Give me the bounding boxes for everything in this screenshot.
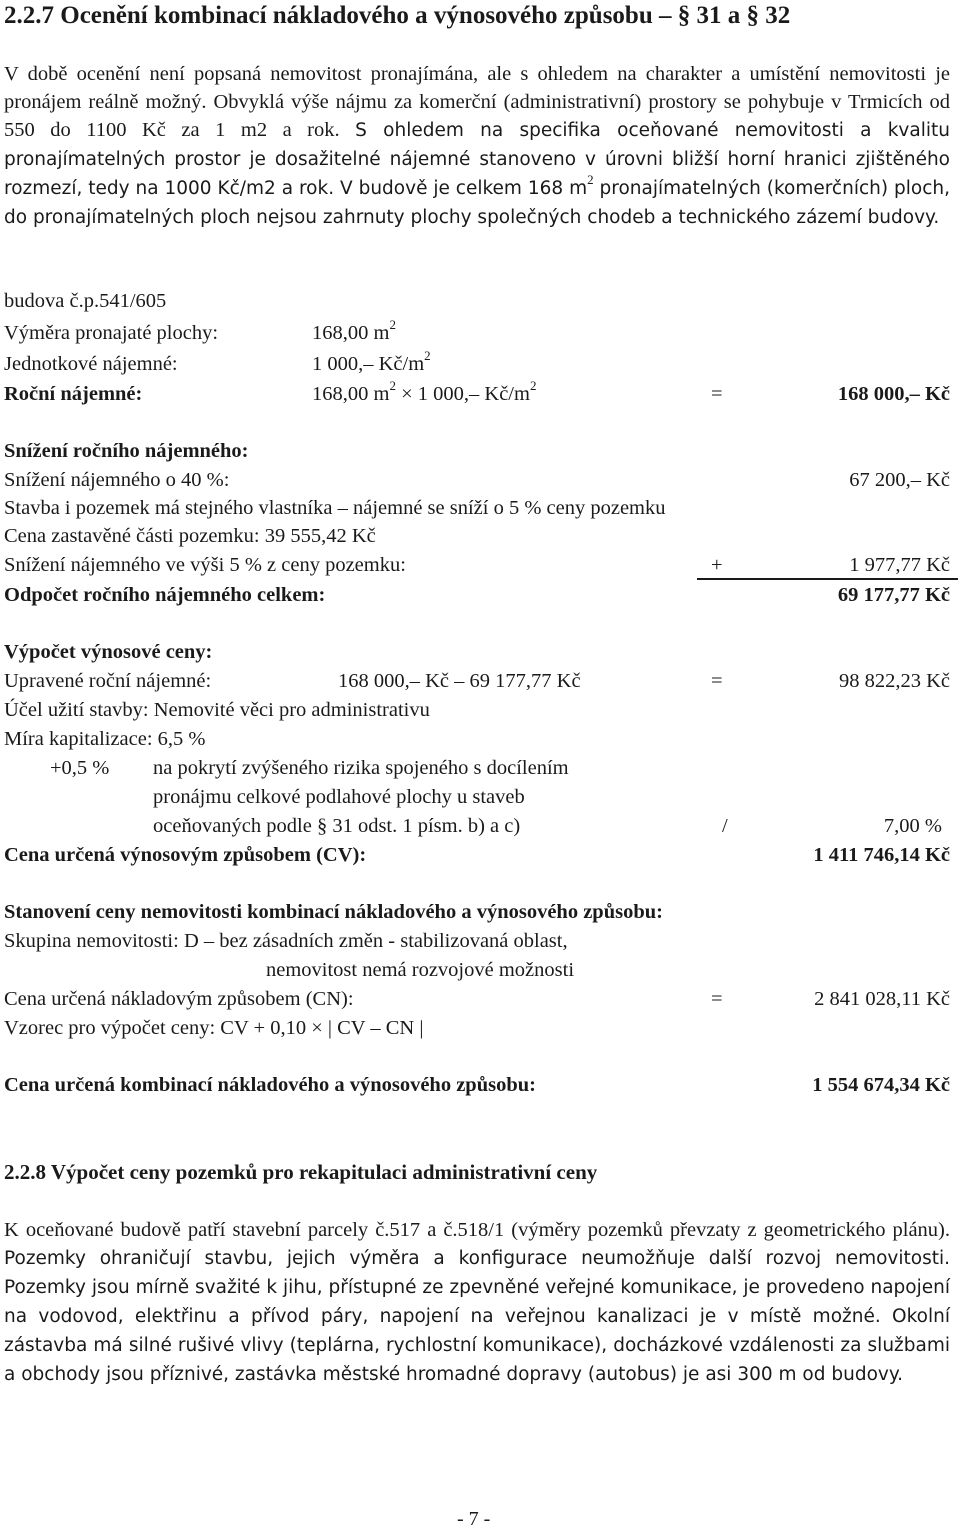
reduction-heading: Snížení ročního nájemného: — [4, 440, 249, 462]
reduction-total-value: 69 177,77 Kč — [837, 584, 950, 606]
annual-rent-formula: 168,00 $m^2 \times 1$ 000,– $Kč/m^2$ — [312, 378, 537, 405]
leased-area-label: Výměra pronajaté plochy: — [4, 322, 219, 344]
annual-rent-label: Roční nájemné: — [4, 383, 143, 405]
reduction-5-label: Snížení nájemného ve výši 5 % z ceny pozemku: — [4, 554, 406, 576]
reduction-40-label: Snížení nájemného o 40 %: — [4, 469, 230, 491]
building-purpose: Účel užití stavby: Nemovité věci pro administrativu — [4, 699, 430, 721]
adjusted-rent-value: 98 822,23 Kč — [838, 670, 950, 692]
reduction-40-value: 67 200,– Kč — [849, 469, 950, 491]
property-group-1: Skupina nemovitosti: D – bez zásadních změn - stabilizovaná oblast, — [4, 930, 568, 952]
paragraph-land — [4, 1216, 950, 1389]
income-heading: Výpočet výnosové ceny: — [4, 641, 213, 663]
leased-area-value: 168,00 $m^2$ — [312, 317, 396, 344]
paragraph-rental-intro-part2: S ohledem na specifika oceňované nemovitosti a kvalitu pronajímatelných prostor je dosažitelné nájemné stanoveno v úrovni bližší horní hranici zjištěného rozmezí, tedy na 1000 Kč/m2 a rok. — [4, 120, 950, 199]
total-rate-value: 7,00 % — [883, 815, 942, 837]
annual-rent-equals: = — [711, 383, 723, 405]
adjusted-rent-equals: = — [711, 670, 723, 692]
reduction-5-sign: + — [711, 554, 723, 576]
paragraph-rental-intro-part3: V budově je celkem 168 m — [340, 178, 588, 199]
land-price: Cena zastavěné části pozemku: 39 555,42 Kč — [4, 525, 376, 547]
capitalization-rate: Míra kapitalizace: 6,5 % — [4, 728, 206, 750]
adjusted-rent-formula: 168 000,– Kč – 69 177,77 Kč — [338, 670, 581, 692]
cost-value-label: Cena určená nákladovým způsobem (CN): — [4, 988, 354, 1010]
income-value-result: 1 411 746,14 Kč — [813, 844, 950, 866]
superscript-2: 2 — [587, 172, 594, 188]
cost-value-equals: = — [711, 988, 723, 1010]
combination-heading: Stanovení ceny nemovitosti kombinací nákladového a výnosového způsobu: — [4, 901, 663, 923]
property-group-2: nemovitost nemá rozvojové možnosti — [266, 959, 575, 981]
rate-addition-text-3: oceňovaných podle § 31 odst. 1 písm. b) a c) — [153, 815, 521, 837]
reduction-total-label: Odpočet ročního nájemného celkem: — [4, 584, 326, 606]
rate-addition-text-2: pronájmu celkové podlahové plochy u staveb — [153, 786, 525, 808]
combined-value-label: Cena určená kombinací nákladového a výnosového způsobu: — [4, 1074, 536, 1096]
price-formula: Vzorec pro výpočet ceny: CV + 0,10 × | CV – CN | — [4, 1017, 424, 1039]
page-number: - 7 - — [457, 1508, 491, 1530]
paragraph-rental-intro — [4, 60, 950, 232]
section-heading-2-2-8: 2.2.8 Výpočet ceny pozemků pro rekapitulaci administrativní ceny — [4, 1160, 598, 1184]
paragraph-land-part1: K oceňované budově patří stavební parcely č.517 a č.518/1 (výměry pozemků převzaty z geometrického plánu). — [4, 1219, 950, 1241]
annual-rent-result: 168 000,– Kč — [837, 383, 950, 405]
rate-addition-text-1: na pokrytí zvýšeného rizika spojeného s docílením — [153, 757, 569, 779]
building-number: budova č.p.541/605 — [4, 290, 167, 312]
paragraph-rental-intro-part1: V době ocenění není popsaná nemovitost pronajímána, ale s ohledem na charakter a umístění nemovitosti je pronájem reálně možný. Obvyklá výše nájmu za komerční (administrativní) prostory se pohybuje v Trmicích od 550 do 1100 Kč za 1 m2 a rok. — [4, 63, 950, 141]
rate-addition: +0,5 % — [50, 757, 110, 779]
paragraph-rental-intro-part3b: pronajímatelných (komerčních) ploch, do pronajímatelných ploch nejsou zahrnuty plochy společných chodeb a technického zázemí budovy. — [4, 178, 950, 228]
unit-rent-label: Jednotkové nájemné: — [4, 353, 178, 375]
cost-value-result: 2 841 028,11 Kč — [814, 988, 950, 1010]
division-slash: / — [722, 815, 728, 837]
paragraph-land-part2: Pozemky ohraničují stavbu, jejich výměra a konfigurace neumožňuje další rozvoj nemovitosti. Pozemky jsou mírně svažité k jihu, přístupné ze zpevněné veřejné komunikace, je provedeno napojení na vodovod, elektřinu a přívod páry, napojení na veřejnou kanalizaci je v místě možné. Okolní zástavba má silné rušivé vlivy (teplárna, rychlostní komunikace), docházkové vzdálenosti za službami a obchody jsou příznivé, zastávka městské hromadné dopravy (autobus) je asi 300 m od budovy. — [4, 1248, 950, 1385]
combined-value-result: 1 554 674,34 Kč — [812, 1074, 950, 1096]
income-value-label: Cena určená výnosovým způsobem (CV): — [4, 844, 367, 866]
section-heading-2-2-7: 2.2.7 Ocenění kombinací nákladového a výnosového způsobu – § 31 a § 32 — [4, 2, 791, 29]
same-owner-note: Stavba i pozemek má stejného vlastníka – nájemné se sníží o 5 % ceny pozemku — [4, 497, 666, 519]
unit-rent-value: 1 000,– $Kč/m^2$ — [312, 348, 431, 375]
sum-underline — [697, 578, 958, 580]
reduction-5-value: 1 977,77 Kč — [849, 554, 950, 576]
adjusted-rent-label: Upravené roční nájemné: — [4, 670, 212, 692]
